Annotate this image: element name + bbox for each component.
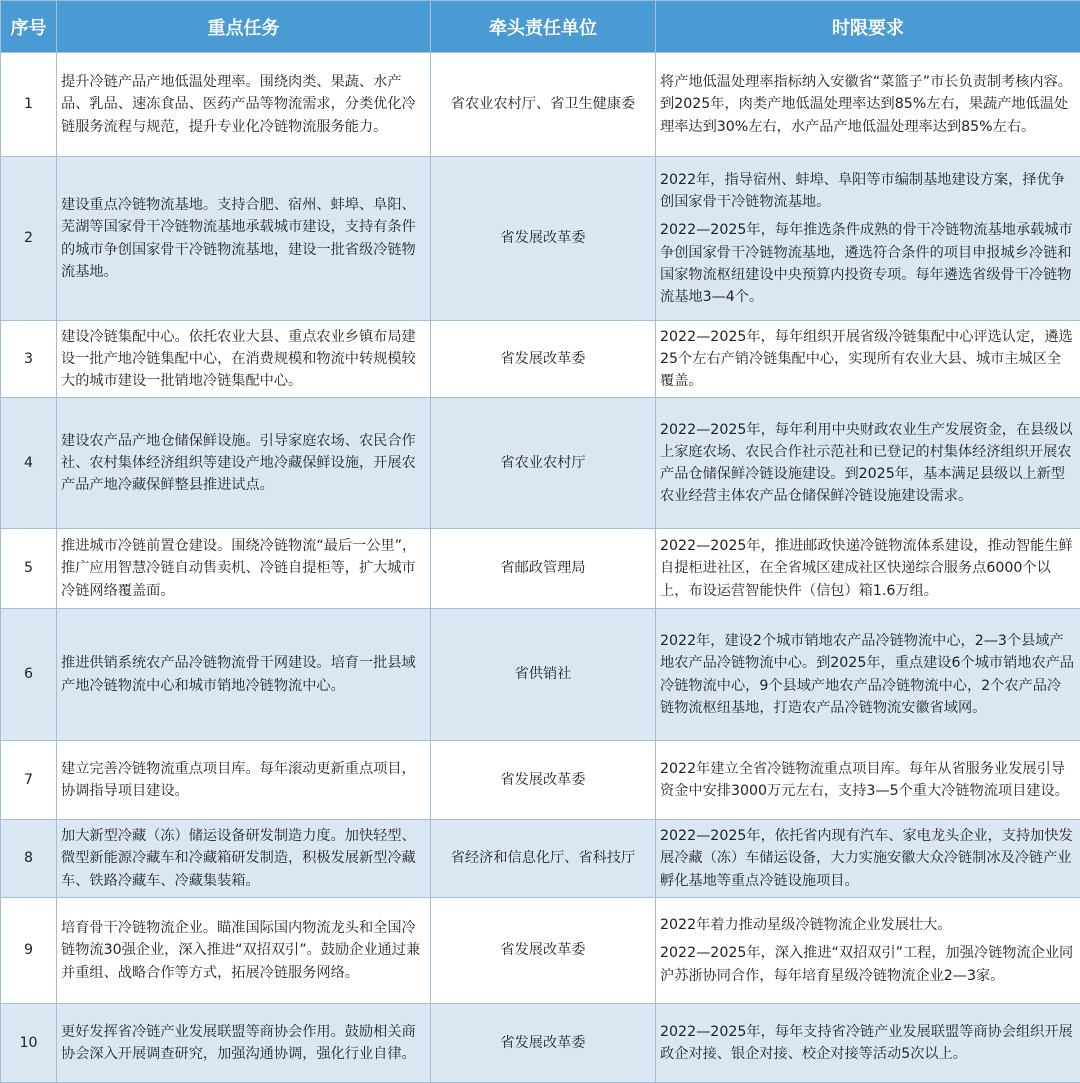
unit-cell: 省邮政管理局 [431,529,656,609]
row-index: 2 [1,157,57,321]
unit-cell: 省农业农村厅、省卫生健康委 [431,53,656,157]
task-cell: 建设农产品产地仓储保鲜设施。引导家庭农场、农民合作社、农村集体经济组织等建设产地冷藏保鲜设施，开展农产品产地冷藏保鲜整县推进试点。 [57,398,431,529]
deadline-paragraph: 2022—2025年，推进邮政快递冷链物流体系建设，推动智能生鲜自提柜进社区，在全省城区建成社区快递综合服务点6000个以上，布设运营智能快件（信包）箱1.6万组。 [660,535,1074,602]
header-task: 重点任务 [57,1,431,53]
table-row [1,157,1080,321]
header-index: 序号 [1,1,57,53]
deadline-cell [656,157,1080,321]
deadline-paragraph: 2022—2025年，每年组织开展省级冷链集配中心评选认定，遴选25个左右产销冷链集配中心，实现所有农业大县、城市主城区全覆盖。 [660,326,1074,393]
row-index: 4 [1,398,57,529]
deadline-paragraph: 2022年建立全省冷链物流重点项目库。每年从省服务业发展引导资金中安排3000万元左右，支持3—5个重大冷链物流项目建设。 [660,758,1074,802]
header-unit: 牵头责任单位 [431,1,656,53]
deadline-paragraph: 2022—2025年，深入推进“双招双引”工程，加强冷链物流企业同沪苏浙协同合作，每年培育星级冷链物流企业2—3家。 [660,942,1074,986]
task-cell: 培育骨干冷链物流企业。瞄准国际国内物流龙头和全国冷链物流30强企业，深入推进“双招双引”。鼓励企业通过兼并重组、战略合作等方式，拓展冷链服务网络。 [57,898,431,1004]
row-index: 10 [1,1004,57,1083]
deadline-cell [656,321,1080,398]
unit-cell: 省供销社 [431,609,656,741]
task-cell: 建设冷链集配中心。依托农业大县、重点农业乡镇布局建设一批产地冷链集配中心，在消费规模和物流中转规模较大的城市建设一批销地冷链集配中心。 [57,321,431,398]
row-index: 9 [1,898,57,1004]
deadline-paragraph: 2022年，建设2个城市销地农产品冷链物流中心，2—3个县域产地农产品冷链物流中心。到2025年，重点建设6个城市销地农产品冷链物流中心，9个县域产地农产品冷链物流中心，2个农产品冷链物流枢纽基地，打造农产品冷链物流安徽省域网。 [660,630,1074,719]
deadline-paragraph: 2022年着力推动星级冷链物流企业发展壮大。 [660,914,1074,936]
table-row [1,820,1080,898]
deadline-paragraph: 将产地低温处理率指标纳入安徽省“菜篮子”市长负责制考核内容。到2025年，肉类产地低温处理率达到85%左右，果蔬产地低温处理率达到30%左右，水产品产地低温处理率达到85%左右。 [660,71,1074,138]
header-deadline: 时限要求 [656,1,1080,53]
deadline-cell [656,398,1080,529]
table-row [1,609,1080,741]
table-row [1,398,1080,529]
deadline-cell [656,53,1080,157]
deadline-paragraph: 2022—2025年，每年支持省冷链产业发展联盟等商协会组织开展政企对接、银企对接、校企对接等活动5次以上。 [660,1021,1074,1065]
row-index: 3 [1,321,57,398]
task-cell: 建设重点冷链物流基地。支持合肥、宿州、蚌埠、阜阳、芜湖等国家骨干冷链物流基地承载城市建设，支持有条件的城市争创国家骨干冷链物流基地，建设一批省级冷链物流基地。 [57,157,431,321]
table-row [1,53,1080,157]
deadline-paragraph: 2022年，指导宿州、蚌埠、阜阳等市编制基地建设方案，择优争创国家骨干冷链物流基地。 [660,169,1074,213]
deadline-cell [656,1004,1080,1083]
row-index: 8 [1,820,57,898]
task-cell: 推进供销系统农产品冷链物流骨干网建设。培育一批县域产地冷链物流中心和城市销地冷链物流中心。 [57,609,431,741]
table-row [1,898,1080,1004]
table-row [1,741,1080,820]
task-cell: 更好发挥省冷链产业发展联盟等商协会作用。鼓励相关商协会深入开展调查研究，加强沟通协调，强化行业自律。 [57,1004,431,1083]
task-cell: 提升冷链产品产地低温处理率。围绕肉类、果蔬、水产品、乳品、速冻食品、医药产品等物流需求，分类优化冷链服务流程与规范，提升专业化冷链物流服务能力。 [57,53,431,157]
deadline-cell [656,529,1080,609]
unit-cell: 省发展改革委 [431,898,656,1004]
deadline-paragraph: 2022—2025年，每年推选条件成熟的骨干冷链物流基地承载城市争创国家骨干冷链物流基地，遴选符合条件的项目申报城乡冷链和国家物流枢纽建设中央预算内投资专项。每年遴选省级骨干冷链物流基地3—4个。 [660,219,1074,308]
unit-cell: 省经济和信息化厅、省科技厅 [431,820,656,898]
unit-cell: 省发展改革委 [431,741,656,820]
table-row [1,321,1080,398]
row-index: 1 [1,53,57,157]
row-index: 6 [1,609,57,741]
unit-cell: 省发展改革委 [431,157,656,321]
row-index: 5 [1,529,57,609]
unit-cell: 省发展改革委 [431,1004,656,1083]
header-row [1,1,1080,53]
deadline-cell [656,741,1080,820]
deadline-cell [656,820,1080,898]
deadline-cell [656,898,1080,1004]
table-row [1,1004,1080,1083]
row-index: 7 [1,741,57,820]
deadline-cell [656,609,1080,741]
unit-cell: 省发展改革委 [431,321,656,398]
table-row [1,529,1080,609]
deadline-paragraph: 2022—2025年，每年利用中央财政农业生产发展资金，在县级以上家庭农场、农民合作社示范社和已登记的村集体经济组织开展农产品仓储保鲜冷链设施建设。到2025年，基本满足县级以上新型农业经营主体农产品仓储保鲜冷链设施建设需求。 [660,419,1074,508]
unit-cell: 省农业农村厅 [431,398,656,529]
deadline-paragraph: 2022—2025年，依托省内现有汽车、家电龙头企业，支持加快发展冷藏（冻）车储运设备，大力实施安徽大众冷链制冰及冷链产业孵化基地等重点冷链设施项目。 [660,825,1074,892]
task-cell: 建立完善冷链物流重点项目库。每年滚动更新重点项目，协调指导项目建设。 [57,741,431,820]
task-cell: 加大新型冷藏（冻）储运设备研发制造力度。加快轻型、微型新能源冷藏车和冷藏箱研发制造，积极发展新型冷藏车、铁路冷藏车、冷藏集装箱。 [57,820,431,898]
task-cell: 推进城市冷链前置仓建设。围绕冷链物流“最后一公里”，推广应用智慧冷链自动售卖机、冷链自提柜等，扩大城市冷链网络覆盖面。 [57,529,431,609]
